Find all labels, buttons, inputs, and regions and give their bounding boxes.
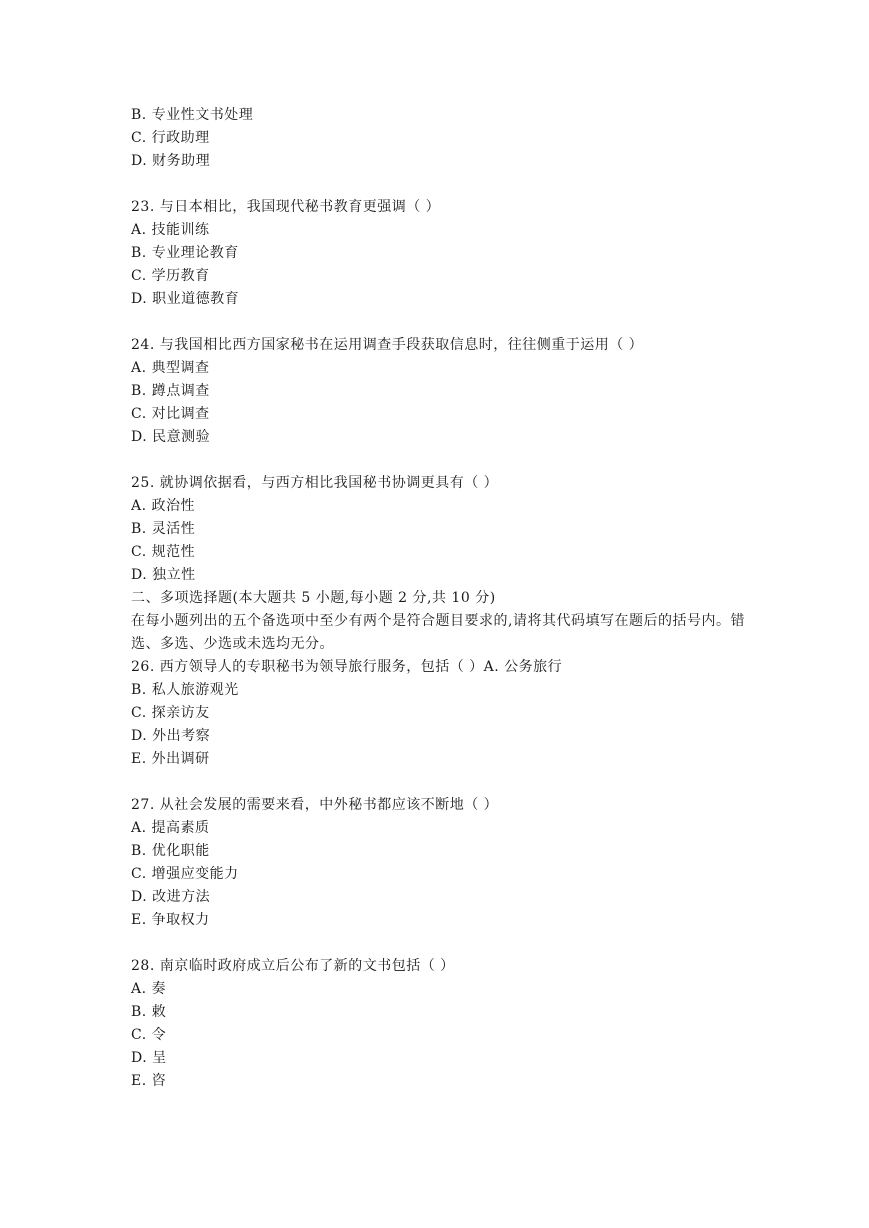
option-b: B. 私人旅游观光 — [131, 682, 239, 698]
option-c: C. 探亲访友 — [131, 705, 210, 721]
option-b: B. 专业性文书处理 — [131, 107, 254, 123]
option-b: B. 灵活性 — [131, 521, 196, 537]
option-e: E. 外出调研 — [131, 751, 210, 767]
question-28 — [131, 955, 751, 1093]
option-d: D. 呈 — [131, 1050, 167, 1066]
option-c: C. 增强应变能力 — [131, 866, 239, 882]
question-22-options — [131, 104, 751, 173]
option-b: B. 专业理论教育 — [131, 245, 239, 261]
option-b: B. 蹲点调查 — [131, 383, 210, 399]
question-24 — [131, 334, 751, 449]
section-2-header — [131, 587, 751, 656]
option-c: C. 行政助理 — [131, 130, 210, 146]
option-c: C. 规范性 — [131, 544, 196, 560]
option-c: C. 学历教育 — [131, 268, 210, 284]
question-stem: 28. 南京临时政府成立后公布了新的文书包括（ ） — [131, 958, 455, 974]
option-a: A. 提高素质 — [131, 820, 210, 836]
question-stem: 23. 与日本相比，我国现代秘书教育更强调（ ） — [131, 199, 441, 215]
question-stem: 26. 西方领导人的专职秘书为领导旅行服务，包括（ ）A. 公务旅行 — [131, 659, 563, 675]
option-c: C. 令 — [131, 1027, 167, 1043]
question-25 — [131, 472, 751, 587]
option-d: D. 民意测验 — [131, 429, 211, 445]
option-c: C. 对比调查 — [131, 406, 210, 422]
section-instruction: 在每小题列出的五个备选项中至少有两个是符合题目要求的,请将其代码填写在题后的括号内。错选、多选、少选或未选均无分。 — [131, 613, 745, 652]
option-d: D. 职业道德教育 — [131, 291, 240, 307]
document-page — [131, 104, 751, 1093]
option-d: D. 独立性 — [131, 567, 196, 583]
option-b: B. 优化职能 — [131, 843, 210, 859]
option-d: D. 财务助理 — [131, 153, 211, 169]
option-e: E. 咨 — [131, 1073, 167, 1089]
option-a: A. 奏 — [131, 981, 167, 997]
question-23 — [131, 196, 751, 311]
question-stem: 24. 与我国相比西方国家秘书在运用调查手段获取信息时，往往侧重于运用（ ） — [131, 337, 644, 353]
option-b: B. 敕 — [131, 1004, 167, 1020]
section-title: 二、多项选择题(本大题共 5 小题,每小题 2 分,共 10 分) — [131, 590, 496, 606]
option-d: D. 改进方法 — [131, 889, 211, 905]
option-a: A. 技能训练 — [131, 222, 210, 238]
question-26 — [131, 656, 751, 771]
question-stem: 27. 从社会发展的需要来看，中外秘书都应该不断地（ ） — [131, 797, 499, 813]
option-a: A. 政治性 — [131, 498, 196, 514]
option-e: E. 争取权力 — [131, 912, 210, 928]
question-27 — [131, 794, 751, 932]
question-stem: 25. 就协调依据看，与西方相比我国秘书协调更具有（ ） — [131, 475, 499, 491]
option-d: D. 外出考察 — [131, 728, 211, 744]
option-a: A. 典型调查 — [131, 360, 210, 376]
